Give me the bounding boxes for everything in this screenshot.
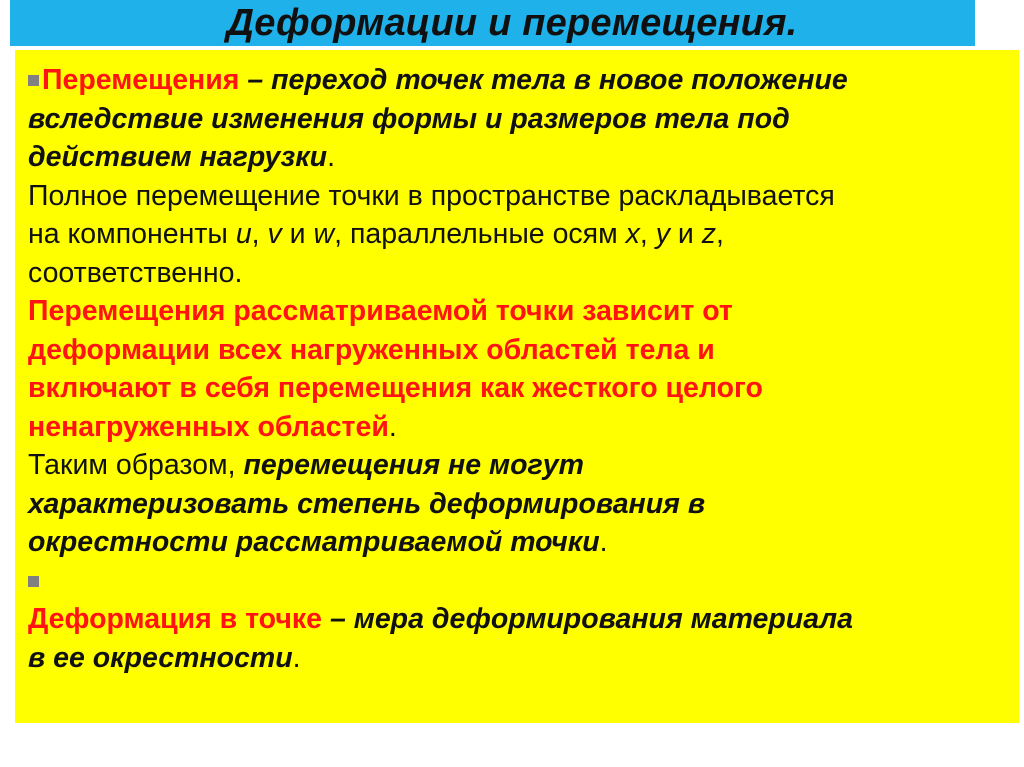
p2-var-y: y <box>655 218 670 250</box>
p3-text-line4: ненагруженных областей <box>28 410 389 443</box>
p2-line2-end: , <box>715 218 724 250</box>
p3-text-line1: Перемещения рассматриваемой точки зависит от <box>28 295 733 327</box>
p5-term: Деформация в точке <box>28 603 323 635</box>
square-bullet-icon <box>28 576 39 587</box>
p3-text-line2: деформации всех нагруженных областей тела и <box>28 333 715 366</box>
p2-and1: и <box>281 218 314 250</box>
p4-text-line3: окрестности рассматриваемой точки <box>28 526 600 558</box>
p4-period: . <box>599 526 608 558</box>
p2-var-v: v <box>267 218 282 250</box>
p2-comma1: , <box>251 218 268 250</box>
p4-line3 <box>28 523 1018 562</box>
p3-text-line3: включают в себя перемещения как жесткого целого <box>28 372 763 404</box>
p2-var-x: x <box>625 218 640 250</box>
p2-comma2: , <box>639 218 656 250</box>
p2-var-u: u <box>235 218 252 250</box>
p2-line2-a: на компоненты <box>28 218 236 250</box>
empty-bullet-line <box>28 562 1018 601</box>
p3-line4 <box>28 408 1018 447</box>
p1-line1 <box>28 61 1018 100</box>
p4-text-line2: характеризовать степень деформирования в <box>28 487 706 520</box>
p2-line2 <box>28 215 1018 254</box>
p2-line2-b: , параллельные осям <box>334 218 626 250</box>
square-bullet-icon <box>28 75 39 86</box>
p3-period: . <box>388 410 397 443</box>
p4-line1 <box>28 446 1018 485</box>
p2-var-z: z <box>701 218 716 250</box>
p1-line3 <box>28 138 1018 177</box>
slide-body <box>28 61 1018 677</box>
p1-text-line1: переход точек тела в новое положение <box>271 64 848 96</box>
p5-line2 <box>28 639 1018 678</box>
p1-period: . <box>327 141 336 173</box>
p1-text-line2: вследствие изменения формы и размеров тела под <box>28 102 790 135</box>
p1-term: Перемещения <box>42 64 240 96</box>
p5-text-line1: мера деформирования материала <box>353 603 853 635</box>
p5-dash: – <box>322 603 354 635</box>
slide-title: Деформации и перемещения. <box>226 2 798 44</box>
p5-line1 <box>28 600 1018 639</box>
p2-and2: и <box>669 218 702 250</box>
p4-lead: Таким образом, <box>28 449 244 481</box>
p4-emph-line1: перемещения не могут <box>243 449 584 481</box>
p1-dash: – <box>239 64 272 96</box>
p2-text-line3: соответственно. <box>28 256 243 289</box>
p2-var-w: w <box>313 218 335 250</box>
p5-period: . <box>292 641 301 674</box>
p1-text-line3: действием нагрузки <box>28 141 328 173</box>
p5-text-line2: в ее окрестности <box>28 641 293 674</box>
p2-text-line1: Полное перемещение точки в пространстве раскладывается <box>28 179 835 212</box>
